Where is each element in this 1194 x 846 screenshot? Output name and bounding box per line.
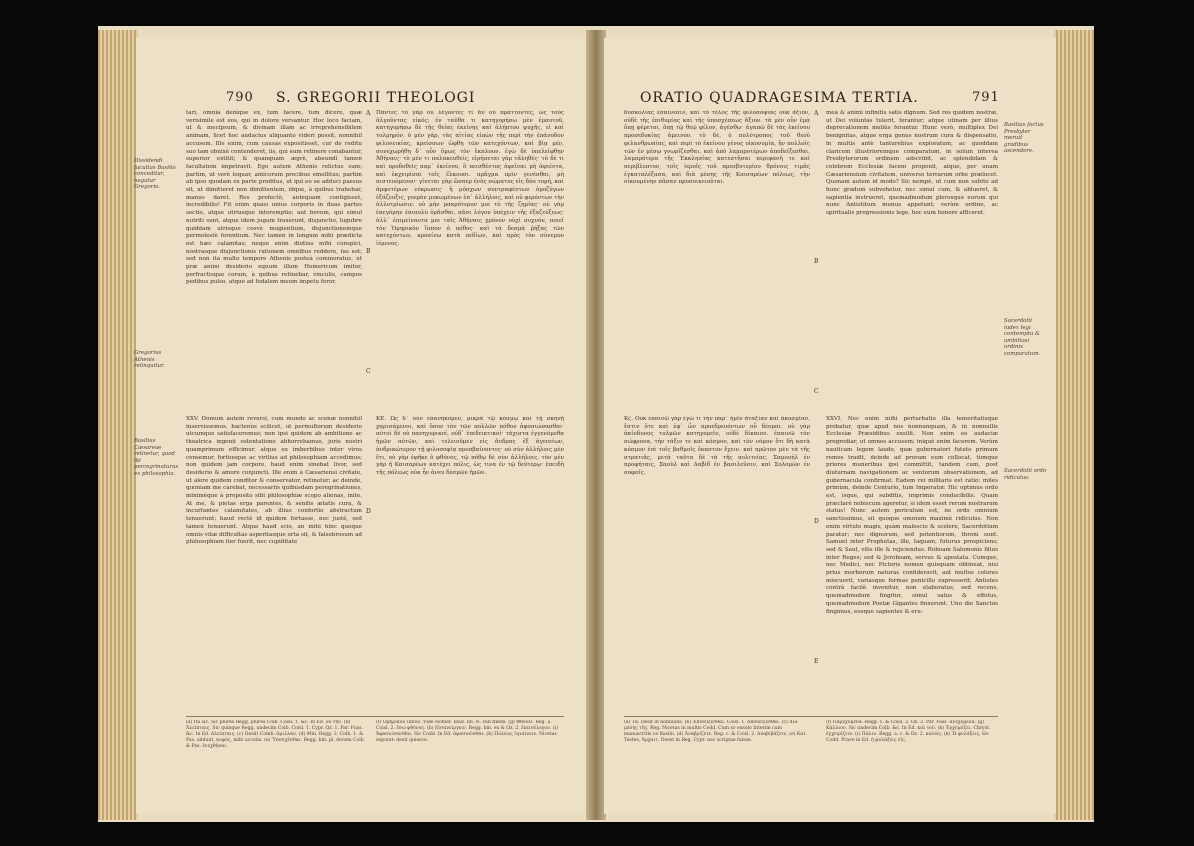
right-running-head: ORATIO QUADRAGESIMA TERTIA. xyxy=(640,90,919,106)
right-footnotes-b: (f) Παρεχόμενα. Regg. c. & Coisl. 2. Oz. 2. Par. Fass. ἀνεχόμενα. (g) Κάλλιον. Sic undecim Colb. &c. In Ed. καὶ τοῦ. (h) Ἐγχειρίζει. Chryst. ἐγχειρίζειν. (i) Πάλιν. Regg. a. c. & Oz. 2. καλῶς. (k) Ἡ φυλάξεις. Sic Codd. Prave in Ed. ἡ φυλάξεις εἰς. xyxy=(826,720,991,743)
right-footnotes-a: (a) Τὰ. Desit in nonnullis. (b) Ἐπιδείξεσθαι. Coisl. 1. ἀποδείξεσθαι. (c) Διὰ μέσης τῆς. Reg. Nicetas in multis Codd. Cum εν exsolo Interim cum manuscritis ce Basilii. (d) Ἀναβρίζετε. Reg. c. & Coisl. 2. ἀναβιβάζετε. (e) Καί. Testes, Ἀρχαιτ. Deest in Reg. Cypr. nec scriptae fuisse. xyxy=(624,720,807,743)
right-page: ORATIO QUADRAGESIMA TERTIA. 791 δυσκολίας ἐσαίνεσιν, καὶ τὸ τέλος τῆς φιλοσοφίας οὐκ ἀξιόν, οὐδὲ τῆς ἐπιθυμίας καὶ τῆς ὑποσχέσεως ἄξιον. τὰ μὲν οὖν ἐμὰ ὅπῃ φέρεται, ὅπῃ τῷ θεῷ φίλον, ἀγέσθω· ἀγαπῶ δὲ τὰς ἐκείνου προσεδοκίας ἀμεινον. τὸ δὲ, ὁ πολύτροπος τοῦ θεοῦ φιλανθρωπίας, καὶ περὶ τὸ ἐκείνου γένος οἰκονομία, ἣν πολλοῖς τῶν ἐν μέσῳ γνωρίζεσθαι, καὶ ἀπὸ λαμπροτέρων ἀποδείξεσθαι, λαμπρότερα τῆς Ἐκκλησίας κατεστῆσαι περιφανῆ τε καὶ περιβλεπτον, τοῖς ἱεροῖς τοῦ πρεσβυτερίου θρόνοις τιμᾶς ἐγκαταλέξασα, καὶ διὰ μέσης τῆς Καισαρέων πόλεως, τὴν οἰκουμένην πᾶσαν προσοικειοῦται. Κϛ. Οὐκ ἐπαινῶ γὰρ ἐγώ τι τὴν παρ᾽ ἡμῖν ἀταξίαν καὶ ἀκοσμίαν, ἔστιν ὅτε καὶ ἐφ᾽ ὧν προεδρευόντων οὗ δέομαι. οὐ γὰρ ἀκίνδυνος τολμῶν κατηγορεῖν, οὐδὲ δίκαιον. ἐπαινῶ τὸν σώφρονα, τὴν τάξιν τε καὶ κόσμον, καὶ τὸν νόμον ὅτι δὴ κατὰ κόσμον ἐπὶ τοῖς βαθμοῖς ἕκαστον ἔχειν. καὶ πρῶτον μὲν τὰ τῆς στρατιᾶς, μετὰ ταῦτα δὲ τὰ τῆς πολιτείας. Σαμουὴλ ἐν προφήταις, Σαοὺλ καὶ Δαβὶδ ἐν βασιλεῦσιν, καὶ Σολομῶν ἐν σοφοῖς. A B C D E meâ & animi infinitis satis dignum. Sed res quidem nostræ, ut Dei voluntas tulerit, ferantur; atque utinam per illius deprecationem meliùs ferantur. Hunc verò, multiplex Dei benignitas, atque erga genus nostrum cura & dispensatio, in multis antè tanturebius exploratum, ac quoddam claricem illustrioremque comparatum, in solum interea Presbyterorum ordinem adscribit, ac splendidam & celebrem Ecclesiæ facem proponit, atque, per unam Cæsariensium civitatem, universo terrarum orbe prælucet. Quonam autem id modo? Sic nempè, ut cum non subito ad hunc gradum subvehetur, nec simul cum, & ablueret, & sapientia instrueret, quemadmodum plerosque eorum qui nunc Antistitum munus appetunt; verùm ordine, ac spiritualis progressionis lege, hoc eum honore afficeret. XXVI. Nec enim mihi perturbatio illa temeritatisque probatur, quæ apud nos nonnunquam, & in nonnullis Ecclesiæ Præsidibus exsilit. Non enim eo audaciæ progrediar, ut omnes accusem; iniquè enim facerem. Verùm nauticam legem laudo, quæ gubernatori fututo primum remos tradit, deinde ad proram eum collocat, tùmque priores muneribus ipsi committit, tandem cum, post diuturnam navigationem ac ventorum observationem, ad gubernacula confirmat. Eadem rei militaris est ratio: miles primùm, deinde Centurio, tum Imperator. Hic optimus ordo est, isque, qui subditis, imprimis conducibilis. Quam præclarè nobiscum ageretur, si idem esset rerum nostrarum status! Nunc autem periculum est, ne ordo omnium sanctissimus, sit quoque omnium maximè ridiculus. Non enim virtute magis, quàm malescio & scelere, Sacerdotium paratur; nec dignorum, sed potentiorum, throni sunt. Samuel inter Prophetas, ille, Iaquam, futurus prospiciens; sed & Saul, vilis ille & rejiciendus. Roboam Salomonis filius inter Reges; sed & Jeroboam, servus & apostata. Cumque, nec Medici, nec Pictoris nomen quisquam obtineat, nisi prius morborum naturas confideravit, aut multos colores miscuerit, variasque formas penicillo expresserit; Antistes contrà facilè invenitur, non elaboratus, sed recens, quemadmodum fingitur, simul satus & effotus, quemadmodum Poetæ Gigantes finxerunt. Uno die Sanctos fingimus, eosque sapientes & eru- Basilius factus Presbyter meruit gradibus ascendere. Sacerdotii iudex legi contemptu & ambitiosi ordinis comparatum. Sacerdotii ordo ridiculus. (a) Τὰ. Desit in nonnullis. (b) Ἐπιδείξεσθαι. Coisl. 1. ἀποδείξεσθαι. (c) Διὰ μέσης τῆς. Reg. Nicetas in multis Codd. Cum εν exsolo Interim cum manuscritis ce Basilii. (d) Ἀναβρίζετε. Reg. c. & Coisl. 2. ἀναβιβάζετε. (e) Καί. Testes, Ἀρχαιτ. Deest in Reg. Cypr. nec scriptae fuisse. (f) Παρεχόμενα. Regg. c. & Coisl. 2. Oz. 2. Par. Fass. ἀνεχόμενα. (g) Κάλλιον. Sic undecim Colb. &c. In Ed. καὶ τοῦ. (h) Ἐγχειρίζει. Chryst. ἐγχειρίζειν. (i) Πάλιν. Regg. a. c. & Oz. 2. καλῶς. (k) Ἡ φυλάξεις. Sic Codd. Prave in Ed. ἡ φυλάξεις εἰς. xyxy=(604,38,1056,814)
margin-note-left-2: Gregorius Athenis relinquitur. xyxy=(134,350,165,370)
right-greek-paragraph-1: δυσκολίας ἐσαίνεσιν, καὶ τὸ τέλος τῆς φιλοσοφίας οὐκ ἀξιόν, οὐδὲ τῆς ἐπιθυμίας καὶ τῆς ὑποσχέσεως ἄξιον. τὰ μὲν οὖν ἐμὰ ὅπῃ φέρεται, ὅπῃ τῷ θεῷ φίλον, ἀγέσθω· ἀγαπῶ δὲ τὰς ἐκείνου προσεδοκίας ἀμεινον. τὸ δὲ, ὁ πολύτροπος τοῦ θεοῦ φιλανθρωπίας, καὶ περὶ τὸ ἐκείνου γένος οἰκονομία, ἣν πολλοῖς τῶν ἐν μέσῳ γνωρίζεσθαι, καὶ ἀπὸ λαμπροτέρων ἀποδείξεσθαι, λαμπρότερα τῆς Ἐκκλησίας κατεστῆσαι περιφανῆ τε καὶ περιβλεπτον, τοῖς ἱεροῖς τοῦ πρεσβυτερίου θρόνοις τιμᾶς ἐγκαταλέξασα, καὶ διὰ μέσης τῆς Καισαρέων πόλεως, τὴν οἰκουμένην πᾶσαν προσοικειοῦται. xyxy=(624,110,810,186)
left-page: 790 S. GREGORII THEOLOGI Dissidendi facultas Basilio conceditur, negatur Gregorio. Gregorius Athenis relinquitur. Basilius Cæsareae retinetur, quod ibi percegrinaturus ex philosophia. tari, omnia denique ex, tum facere, tum dicere, quæ verisimile est eos, qui in dolore versantur. Hoc loco faciam, ut & mecipsum, & divinam illam ac irreprehensibilem animam, licet hoc audacius aliquanto videri possit, nonnihil accusem. Ille enim, cum causas expositisset, cur de reditu suo tam obnixè contenderet, iis, qui eum retinere conabantur, superior extitit; & quanquam ægrè, abeundi tamen facultatem impetravit. Ego autem Athenis relictus sum; partim, ut verè loquar, amicorum precibus emollitus; partim ab ipso quodam ex parte proditus, ut qui eo se adduci passus sit, ut dimitteret non dimittentem, idque, à quibus trahebar, manus daret. Res profectò, antequam contigisset, incredibilis! Fit enim quasi unius corporis in duas partes sectio, atque utriusque interemptio; aut bovum, qui simul nutriti sunt, atque idem jugum traxerunt, disjunctio, lugubre quiddam utrisque cosvè mugientium, disjunctionemque permolestè ferentium. Nec tamen in longum mihi prædicta est hæc calamitas; neque enim diutius mihi conspici, nostrasque disjunctionis rationem omnibus reddere, fas est; sed non ita multo tempore Athenis posteà commoratus, ut præ animi desiderio equum illum Homericum imitor, perfractisque corum, à quibus retinebar, vinculis, campos pedibus pulso, atque ad fodalem meum impetu feror. XXV. Domum autem reversi, cum mundo ac scenæ nonnihil inservissemus, hactenùs scilicet, ut permultorum desiderio utcumque satisfaceremus; non ipsi quidem ab ambitione ac theatrica ingenii ostentatione abhorrebamus, juris nostri quamprimum efficimur, atque ex imberbibus inter viros censemur, fortiusque ac virilius ad philosophiam accedimus; non quidem jam corpore, haud enim sinebat livor, sed desiderio & amore conjuncti. Ille enim à Cæsariensi civitate, ut alere quidem conditor & conservator, retinetur; ac deinde, quoniam me carebat, necessariis quibusdam peregrinationes, minimèque à proposito sibi philosophiæ scopo alienas, inite. At me, & pietas erga parentes, & senilis ætatis cura, & incurfantes calamitates, ab illius confortio abstractum tenuerunt; haud rectè id quidem fortasse, nec justè, sed tamen tenuerunt. Atque haud scio, an mihi hinc quoque omnis vitæ difficultas asperitasque orta sit, & falsebrosum ad philosophiam iter fuerit, nec cupiditate A B C D Πάντες τὸ γὰρ οὐ λέγοντες τί ἄν οὐ πράττοντες, ὡς τοὺς ἀλγοῦντας εἰκός; ἐν ταῦθα τι κατηγορήσω μὲν ἐμαυτοῦ, κατηγορήσω δὲ τῆς θείας ἐκείνης καὶ ἀλήπτου ψυχῆς, εἰ καὶ τολμηρόν. ὁ μὲν γάρ, τὰς αἰτίας εἰπὼν τῆς περὶ τὴν ἐπάνοδον φιλονεικίας, κρείσσων ὤφθη τῶν κατεχόντων, καὶ βίᾳ μέν, συνεχωρήθη δ᾽ οὖν ὅμως τὸν ἔκπλουν. ἐγὼ δὲ ὑπελείφθην Ἀθήναις· τὸ μέν τι παλακευθεὶς, εἰρήσεται γὰρ τἀληθές· τὸ δέ τι καὶ προδοθεὶς παρ᾽ ἐκείνου, ὃ πεισθέντος ἀφεῖναι μὴ ἀφιέντα, καὶ ἑκχειρίσαι τοῖς ἕλκουσι. πρᾶγμα πρὶν γενέσθαι, μὴ πιστευόμενον· γίνεται γὰρ ὥσπερ ἑνὸς σώματος εἰς δύο τομή, καὶ ἀμφοτέρων νέκρωσις· ἢ μόσχων συντραφέντων ὁμοζύγων ἐξάζευξις, γοερὸν μυκωμένων ἐπ᾽ ἀλλήλοις, καὶ οὐ φερόντων τὴν ἀλλοτρίωσιν. οὐ μὴν μακρότερον μοι τὸ τῆς ζημίας· οὐ γὰρ ἐπεγόμην ἐπιπολὺ ὁρᾶσθαι, πᾶσι λόγον ὑπέχειν τῆς ἐξαζεύξεως· ἀλλ᾽ ἐπιμείναντα μοι ταῖς Ἀθήναις χρόνον οὐχὶ συχνόν, ποιεῖ τὸν Ὁμηρικὸν ἵππον ὁ πόθος· καὶ τὰ δεσμὰ ῥήξας τῶν κατεχόντων, κροαίνω κατὰ πεδίων, καὶ πρὸς τὸν σύνεμον ἱέμενος. ΚΕ. Ὡς δ᾽ οὖν ἐπανήκομεν, μικρὰ τῷ κόσμῳ καὶ τῇ σκηνῇ χαρισάμενοι, καὶ ὅσον τὸν τῶν πολλῶν πόθον ἀφοσιώσασθαι· αὐτοὶ δὲ οὐ πανηγυρικοί, οὐδ᾽ ἐπιδεικτικοί· τάχιστα ἐγγενόμεθα ἡμῶν αὐτῶν, καὶ τελειοῦμεν εἰς ἄνδρας ἐξ ἀγενείων, ἀνδρικώτερον τῇ φιλοσοφίᾳ προσβαίνοντες· οὐ σὺν ἀλλήλοις μὲν ἔτι, οὐ γὰρ ἐφῆκε ὁ φθόνος, τῷ πόθῳ δὲ σὺν ἀλλήλοις. τὸν μὲν γὰρ ἡ Καισαρέων κατέχει πόλις, ὡς τινα ἐν τῷ δεύτερῳ· ἐπειδὴ τῆς πόλεως οὐκ ἦν ἀνευ δεσμῶν ἡμῶν. (a) Ita sic. Sic plures Regg. plures Colb. Coisl. 1. &c. In Ed. οὐ τήν. (b) Ἀλείπταις. Sic quinque Regg. undecim Colb. Coisl. 1. Cypr. Oz. 1. Par. Fuss. &c. In Ed. ἀλείπταις. (c) Desiit Comb. ἁμιλλαν. (d) Min. Regg. 2. Colb. 1. & Pas. addunt, κυφός, mibi acculis. (e) Ὑποσχέσθαι. Regg. bin. pl. decem Colb. & Pas. ἐνεχθῆναι. (f) Ὁμηρικόν ἵππον. Vide Homer. Iliad. lib. vi. sub finem. (g) Φθονεῖ. Reg. a. Coisl. 2. ἔσω φθόνος. (h) Εἰσανείργειν. Regg. bin. ex & Oz. 2. ἐπεισέλεγον. (i) Ἀφοσιώσασθαι. Sic Codd. In Ed. ἀφοσιοῦσθαι. (k) Πόλεως ὑγιαίνειν. Nicetas exponit: desit quiesce. xyxy=(136,38,588,814)
page-edges-left xyxy=(98,30,138,820)
footnote-rule-left xyxy=(186,716,564,717)
margin-note-left-1: Dissidendi facultas Basilio conceditur, negatur Gregorio. xyxy=(134,158,176,191)
footnote-rule-right xyxy=(624,716,998,717)
right-greek-column-2 xyxy=(624,416,810,712)
right-greek-paragraph-2: Κϛ. Οὐκ ἐπαινῶ γὰρ ἐγώ τι τὴν παρ᾽ ἡμῖν ἀταξίαν καὶ ἀκοσμίαν, ἔστιν ὅτε καὶ ἐφ᾽ ὧν προεδρευόντων οὗ δέομαι. οὐ γὰρ ἀκίνδυνος τολμῶν κατηγορεῖν, οὐδὲ δίκαιον. ἐπαινῶ τὸν σώφρονα, τὴν τάξιν τε καὶ κόσμον, καὶ τὸν νόμον ὅτι δὴ κατὰ κόσμον ἐπὶ τοῖς βαθμοῖς ἕκαστον ἔχειν. καὶ πρῶτον μὲν τὰ τῆς στρατιᾶς, μετὰ ταῦτα δὲ τὰ τῆς πολιτείας. Σαμουὴλ ἐν προφήταις, Σαοὺλ καὶ Δαβὶδ ἐν βασιλεῦσιν, καὶ Σολομῶν ἐν σοφοῖς. xyxy=(624,416,810,476)
book-gutter xyxy=(586,30,606,820)
left-running-head: S. GREGORII THEOLOGI xyxy=(276,90,476,106)
left-latin-column-2 xyxy=(186,416,362,712)
left-latin-column xyxy=(186,110,362,412)
left-greek-column xyxy=(376,110,564,412)
left-greek-paragraph-2: ΚΕ. Ὡς δ᾽ οὖν ἐπανήκομεν, μικρὰ τῷ κόσμῳ καὶ τῇ σκηνῇ χαρισάμενοι, καὶ ὅσον τὸν τῶν πολλῶν πόθον ἀφοσιώσασθαι· αὐτοὶ δὲ οὐ πανηγυρικοί, οὐδ᾽ ἐπιδεικτικοί· τάχιστα ἐγγενόμεθα ἡμῶν αὐτῶν, καὶ τελειοῦμεν εἰς ἄνδρας ἐξ ἀγενείων, ἀνδρικώτερον τῇ φιλοσοφίᾳ προσβαίνοντες· οὐ σὺν ἀλλήλοις μὲν ἔτι, οὐ γὰρ ἐφῆκε ὁ φθόνος, τῷ πόθῳ δὲ σὺν ἀλλήλοις. τὸν μὲν γὰρ ἡ Καισαρέων κατέχει πόλις, ὡς τινα ἐν τῷ δεύτερῳ· ἐπειδὴ τῆς πόλεως οὐκ ἦν ἀνευ δεσμῶν ἡμῶν. xyxy=(376,416,564,476)
page-edges-right xyxy=(1054,30,1094,820)
margin-note-right-3: Sacerdotii ordo ridiculus. xyxy=(1004,468,1047,481)
right-latin-column xyxy=(826,110,998,412)
left-page-number: 790 xyxy=(226,90,254,105)
margin-note-right-1: Basilius factus Presbyter meruit gradibus ascendere. xyxy=(1004,122,1044,155)
right-greek-column xyxy=(624,110,810,412)
right-page-number: 791 xyxy=(972,90,1000,105)
margin-note-right-2: Sacerdotii iudex legi contemptu & ambitiosi ordinis comparatum. xyxy=(1004,318,1041,357)
left-greek-column-2 xyxy=(376,416,564,712)
right-latin-paragraph-2: XXVI. Nec enim mihi perturbatio illa temeritatisque probatur, quæ apud nos nonnunquam, & in nonnullis Ecclesiæ Præsidibus exsilit. Non enim eo audaciæ progrediar, ut omnes accusem; iniquè enim facerem. Verùm nauticam legem laudo, quæ gubernatori fututo primum remos tradit, deinde ad proram eum collocat, tùmque priores muneribus ipsi committit, tandem cum, post diuturnam navigationem ac ventorum observationem, ad gubernacula confirmat. Eadem rei militaris est ratio: miles primùm, deinde Centurio, tum Imperator. Hic optimus ordo est, isque, qui subditis, imprimis conducibilis. Quam præclarè nobiscum ageretur, si idem esset rerum nostrarum status! Nunc autem periculum est, ne ordo omnium sanctissimus, sit quoque omnium maximè ridiculus. Non enim virtute magis, quàm malescio & scelere, Sacerdotium paratur; nec dignorum, sed potentiorum, throni sunt. Samuel inter Prophetas, ille, Iaquam, futurus prospiciens; sed & Saul, vilis ille & rejiciendus. Roboam Salomonis filius inter Reges; sed & Jeroboam, servus & apostata. Cumque, nec Medici, nec Pictoris nomen quisquam obtineat, nisi prius morborum naturas confideravit, aut multos colores miscuerit, variasque formas penicillo expresserit; Antistes contrà facilè invenitur, non elaboratus, sed recens, quemadmodum fingitur, simul satus & effotus, quemadmodum Poetæ Gigantes finxerunt. Uno die Sanctos fingimus, eosque sapientes & eru- xyxy=(826,416,998,615)
left-footnotes-b: (f) Ὁμηρικόν ἵππον. Vide Homer. Iliad. lib. vi. sub finem. (g) Φθονεῖ. Reg. a. Coisl. 2. ἔσω φθόνος. (h) Εἰσανείργειν. Regg. bin. ex & Oz. 2. ἐπεισέλεγον. (i) Ἀφοσιώσασθαι. Sic Codd. In Ed. ἀφοσιοῦσθαι. (k) Πόλεως ὑγιαίνειν. Nicetas exponit: desit quiesce. xyxy=(376,720,558,743)
left-latin-paragraph-2: XXV. Domum autem reversi, cum mundo ac scenæ nonnihil inservissemus, hactenùs scilicet, ut permultorum desiderio utcumque satisfaceremus; non ipsi quidem ab ambitione ac theatrica ingenii ostentatione abhorrebamus, juris nostri quamprimum efficimur, atque ex imberbibus inter viros censemur, fortiusque ac virilius ad philosophiam accedimus; non quidem jam corpore, haud enim sinebat livor, sed desiderio & amore conjuncti. Ille enim à Cæsariensi civitate, ut alere quidem conditor & conservator, retinetur; ac deinde, quoniam me carebat, necessariis quibusdam peregrinationes, minimèque à proposito sibi philosophiæ scopo alienas, inite. At me, & pietas erga parentes, & senilis ætatis cura, & incurfantes calamitates, ab illius confortio abstractum tenuerunt; haud rectè id quidem fortasse, nec justè, sed tamen tenuerunt. Atque haud scio, an mihi hinc quoque omnis vitæ difficultas asperitasque orta sit, & falsebrosum ad philosophiam iter fuerit, nec cupiditate xyxy=(186,416,362,546)
left-footnotes-a: (a) Ita sic. Sic plures Regg. plures Colb. Coisl. 1. &c. In Ed. οὐ τήν. (b) Ἀλείπταις. Sic quinque Regg. undecim Colb. Coisl. 1. Cypr. Oz. 1. Par. Fuss. &c. In Ed. ἀλείπταις. (c) Desiit Comb. ἁμιλλαν. (d) Min. Regg. 2. Colb. 1. & Pas. addunt, κυφός, mibi acculis. (e) Ὑποσχέσθαι. Regg. bin. pl. decem Colb. & Pas. ἐνεχθῆναι. xyxy=(186,720,366,749)
left-latin-paragraph-1: tari, omnia denique ex, tum facere, tum dicere, quæ verisimile est eos, qui in dolore versantur. Hoc loco faciam, ut & mecipsum, & divinam illam ac irreprehensibilem animam, licet hoc audacius aliquanto videri possit, nonnihil accusem. Ille enim, cum causas expositisset, cur de reditu suo tam obnixè contenderet, iis, qui eum retinere conabantur, superior extitit; & quanquam ægrè, abeundi tamen facultatem impetravit. Ego autem Athenis relictus sum; partim, ut verè loquar, amicorum precibus emollitus; partim ab ipso quodam ex parte proditus, ut qui eo se adduci passus sit, ut dimitteret non dimittentem, idque, à quibus trahebar, manus daret. Res profectò, antequam contigisset, incredibilis! Fit enim quasi unius corporis in duas partes sectio, atque utriusque interemptio; aut bovum, qui simul nutriti sunt, atque idem jugum traxerunt, disjunctio, lugubre quiddam utrisque cosvè mugientium, disjunctionemque permolestè ferentium. Nec tamen in longum mihi prædicta est hæc calamitas; neque enim diutius mihi conspici, nostrasque disjunctionis rationem omnibus reddere, fas est; sed non ita multo tempore Athenis posteà commoratus, ut præ animi desiderio equum illum Homericum imitor, perfractisque corum, à quibus retinebar, vinculis, campos pedibus pulso, atque ad fodalem meum impetu feror. xyxy=(186,110,362,286)
left-greek-paragraph-1: Πάντες τὸ γὰρ οὐ λέγοντες τί ἄν οὐ πράττοντες, ὡς τοὺς ἀλγοῦντας εἰκός; ἐν ταῦθα τι κατηγορήσω μὲν ἐμαυτοῦ, κατηγορήσω δὲ τῆς θείας ἐκείνης καὶ ἀλήπτου ψυχῆς, εἰ καὶ τολμηρόν. ὁ μὲν γάρ, τὰς αἰτίας εἰπὼν τῆς περὶ τὴν ἐπάνοδον φιλονεικίας, κρείσσων ὤφθη τῶν κατεχόντων, καὶ βίᾳ μέν, συνεχωρήθη δ᾽ οὖν ὅμως τὸν ἔκπλουν. ἐγὼ δὲ ὑπελείφθην Ἀθήναις· τὸ μέν τι παλακευθεὶς, εἰρήσεται γὰρ τἀληθές· τὸ δέ τι καὶ προδοθεὶς παρ᾽ ἐκείνου, ὃ πεισθέντος ἀφεῖναι μὴ ἀφιέντα, καὶ ἑκχειρίσαι τοῖς ἕλκουσι. πρᾶγμα πρὶν γενέσθαι, μὴ πιστευόμενον· γίνεται γὰρ ὥσπερ ἑνὸς σώματος εἰς δύο τομή, καὶ ἀμφοτέρων νέκρωσις· ἢ μόσχων συντραφέντων ὁμοζύγων ἐξάζευξις, γοερὸν μυκωμένων ἐπ᾽ ἀλλήλοις, καὶ οὐ φερόντων τὴν ἀλλοτρίωσιν. οὐ μὴν μακρότερον μοι τὸ τῆς ζημίας· οὐ γὰρ ἐπεγόμην ἐπιπολὺ ὁρᾶσθαι, πᾶσι λόγον ὑπέχειν τῆς ἐξαζεύξεως· ἀλλ᾽ ἐπιμείναντα μοι ταῖς Ἀθήναις χρόνον οὐχὶ συχνόν, ποιεῖ τὸν Ὁμηρικὸν ἵππον ὁ πόθος· καὶ τὰ δεσμὰ ῥήξας τῶν κατεχόντων, κροαίνω κατὰ πεδίων, καὶ πρὸς τὸν σύνεμον ἱέμενος. xyxy=(376,110,564,247)
right-latin-column-2 xyxy=(826,416,998,712)
right-latin-paragraph-1: meâ & animi infinitis satis dignum. Sed res quidem nostræ, ut Dei voluntas tulerit, ferantur; atque utinam per illius deprecationem meliùs ferantur. Hunc verò, multiplex Dei benignitas, atque erga genus nostrum cura & dispensatio, in multis antè tanturebius exploratum, ac quoddam claricem illustrioremque comparatum, in solum interea Presbyterorum ordinem adscribit, ac splendidam & celebrem Ecclesiæ facem proponit, atque, per unam Cæsariensium civitatem, universo terrarum orbe prælucet. Quonam autem id modo? Sic nempè, ut cum non subito ad hunc gradum subvehetur, nec simul cum, & ablueret, & sapientia instrueret, quemadmodum plerosque eorum qui nunc Antistitum munus appetunt; verùm ordine, ac spiritualis progressionis lege, hoc eum honore afficeret. xyxy=(826,110,998,217)
margin-note-left-3: Basilius Cæsareae retinetur, quod ibi percegrinaturus ex philosophia. xyxy=(134,438,179,477)
